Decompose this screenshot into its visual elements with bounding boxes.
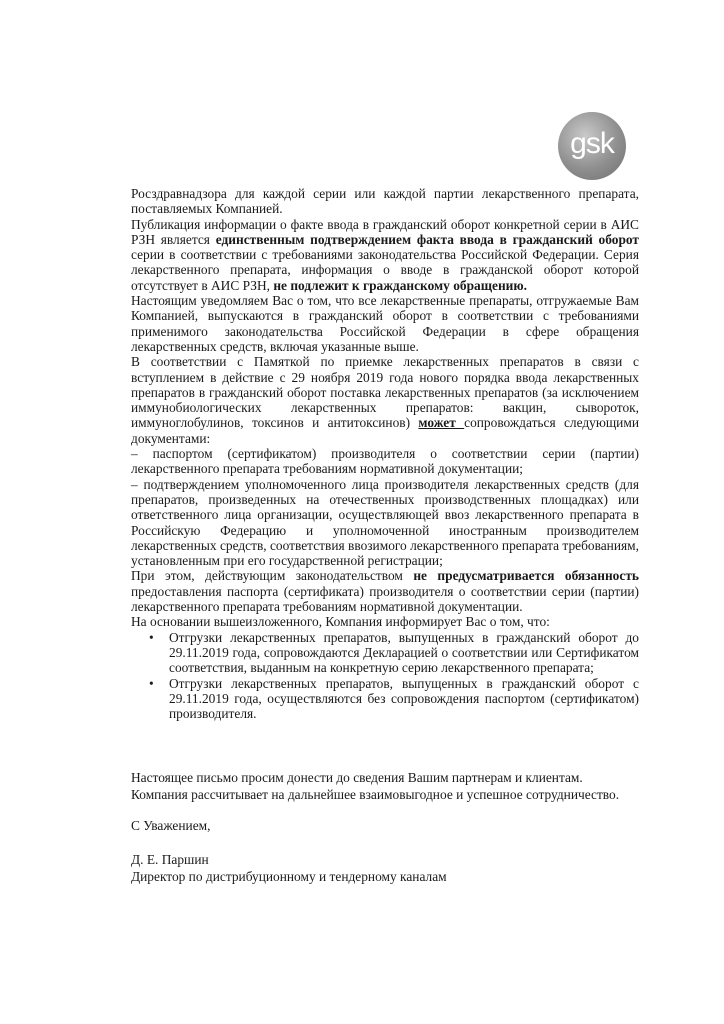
p7-bold-no-obligation: не предусматривается обязанность — [413, 568, 639, 584]
paragraph-8: На основании вышеизложенного, Компания информирует Вас о том, что: — [131, 614, 550, 630]
paragraph-6: – подтверждением уполномоченного лица производителя лекарственных средств (для препаратов, произведенных на отечественных производственных площадках) или ответственного лица организации, осуществляющей ввоз лекарственного препарата в Российскую Федерацию и уполномоченной иностранным производителем лекарственных средств, соответствия ввозимого лекарственного препарата требованиям, установленным при его государственной регистрации; — [131, 476, 639, 569]
paragraph-4 — [131, 354, 639, 446]
p2-bold-not-subject: не подлежит к гражданскому обращению. — [273, 277, 527, 293]
paragraph-2 — [131, 217, 639, 293]
paragraph-3: Настоящим уведомляем Вас о том, что все лекарственные препараты, отгружаемые Вам Компанией, выпускаются в гражданский оборот в соответствии с требованиями применимого законодательства Российской Федерации в сфере обращения лекарственных средств, включая указанные выше. — [131, 293, 639, 354]
p2-bold-confirmation: единственным подтверждением факта ввода в гражданский оборот — [215, 231, 639, 247]
p2-text-a: Публикация информации о факте ввода в гражданский оборот конкретной серии в АИС РЗН является — [131, 216, 639, 247]
greeting: С Уважением, — [131, 818, 211, 833]
closing-block — [131, 769, 651, 803]
paragraph-7 — [131, 568, 639, 614]
list-item — [131, 676, 639, 722]
signer-name: Д. Е. Паршин — [131, 852, 209, 867]
list-item — [131, 630, 639, 676]
p4-underlined-may: может — [418, 415, 465, 431]
bullet-symbol: • — [149, 629, 154, 645]
letter-body — [131, 186, 639, 721]
bullet-text-1: Отгрузки лекарственных препаратов, выпущенных в гражданский оборот до 29.11.2019 года, сопровождаются Декларацией о соответствии или Сертификатом соответствия, выданным на конкретную серию лекарственного препарата; — [169, 629, 639, 676]
p2-text-c: серии в соответствии с требованиями законодательства Российской Федерации. Серия лекарственного препарата, информация о вводе в гражданской оборот которой отсутствует в АИС РЗН, — [131, 247, 639, 293]
closing-line-1: Настоящее письмо просим донести до сведения Вашим партнерам и клиентам. — [131, 770, 583, 785]
bullet-list — [131, 630, 639, 722]
closing-line-2: Компания рассчитывает на дальнейшее взаимовыгодное и успешное сотрудничество. — [131, 787, 620, 802]
signature-block — [131, 851, 447, 885]
gsk-logo — [558, 112, 626, 180]
paragraph-1: Росздравнадзора для каждой серии или каждой партии лекарственного препарата, поставляемых Компанией. — [131, 186, 639, 217]
paragraph-5: – паспортом (сертификатом) производителя о соответствии серии (партии) лекарственного препарата требованиям нормативной документации; — [131, 446, 639, 477]
p7-text-c: предоставления паспорта (сертификата) производителя о соответствии серии (партии) лекарственного препарата требованиям нормативной документации. — [131, 583, 639, 615]
logo-text: gsk — [570, 127, 614, 160]
p4-text-c: сопровождаться следующими документами: — [131, 415, 639, 446]
bullet-text-2: Отгрузки лекарственных препаратов, выпущенных в гражданский оборот с 29.11.2019 года, осуществляются без сопровождения паспортом (сертификатом) производителя. — [169, 675, 639, 722]
p4-text-a: В соответствии с Памяткой по приемке лекарственных препаратов в связи с вступлением в действие с 29 ноября 2019 года нового порядка ввода лекарственных препаратов в гражданский оборот поставка лекарственных препаратов (за исключением иммунобиологических лекарственных препаратов: вакцин, сывороток, иммуноглобулинов, токсинов и антитоксинов) — [131, 354, 639, 431]
p7-text-a: При этом, действующим законодательством — [131, 568, 414, 584]
signer-title: Директор по дистрибуционному и тендерному каналам — [131, 869, 447, 884]
bullet-symbol: • — [149, 675, 154, 691]
